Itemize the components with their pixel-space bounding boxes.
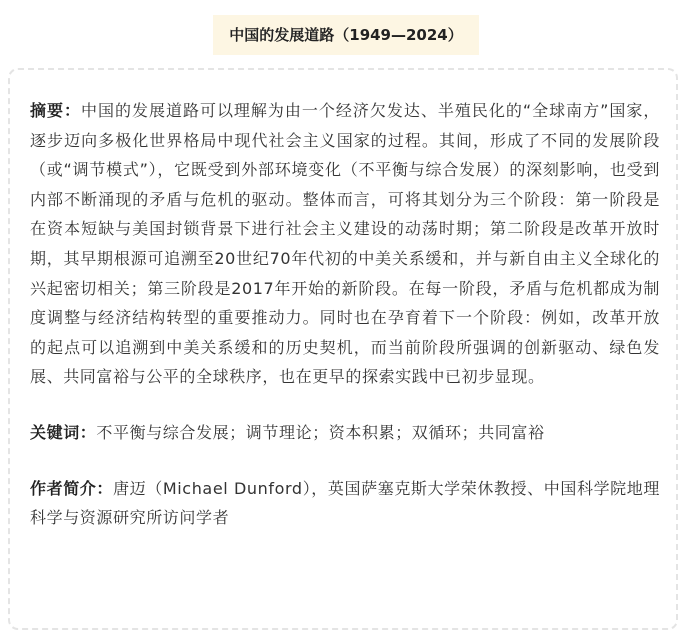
abstract-text: 中国的发展道路可以理解为由一个经济欠发达、半殖民化的“全球南方”国家，逐步迈向多极化世界格局中现代社会主义国家的过程。其间，形成了不同的发展阶段（或“调节模式”），它既受到外部环境变化（不平衡与综合发展）的深刻影响，也受到内部不断涌现的矛盾与危机的驱动。整体而言，可将其划分为三个阶段：第一阶段是在资本短缺与美国封锁背景下进行社会主义建设的动荡时期；第二阶段是改革开放时期，其早期根源可追溯至20世纪70年代初的中美关系缓和，并与新自由主义全球化的兴起密切相关；第三阶段是2017年开始的新阶段。在每一阶段，矛盾与危机都成为制度调整与经济结构转型的重要推动力。同时也在孕育着下一个阶段：例如，改革开放的起点可以追溯到中美关系缓和的历史契机，而当前阶段所强调的创新驱动、绿色发展、共同富裕与公平的全球秩序，也在更早的探索实践中已初步显现。: [30, 101, 660, 387]
author-text: 唐迈（Michael Dunford），英国萨塞克斯大学荣休教授、中国科学院地理科学与资源研究所访问学者: [30, 478, 660, 528]
abstract-paragraph: [30, 96, 660, 392]
keywords-label: 关键词：: [30, 422, 97, 442]
title-container: [0, 15, 692, 55]
author-paragraph: [30, 474, 660, 533]
keywords-text: 不平衡与综合发展；调节理论；资本积累；双循环；共同富裕: [96, 422, 545, 442]
author-label: 作者简介：: [30, 478, 114, 498]
keywords-paragraph: [30, 418, 660, 448]
content-card: [8, 68, 678, 630]
abstract-label: 摘要：: [30, 101, 81, 120]
article-title: 中国的发展道路（1949—2024）: [213, 15, 479, 55]
